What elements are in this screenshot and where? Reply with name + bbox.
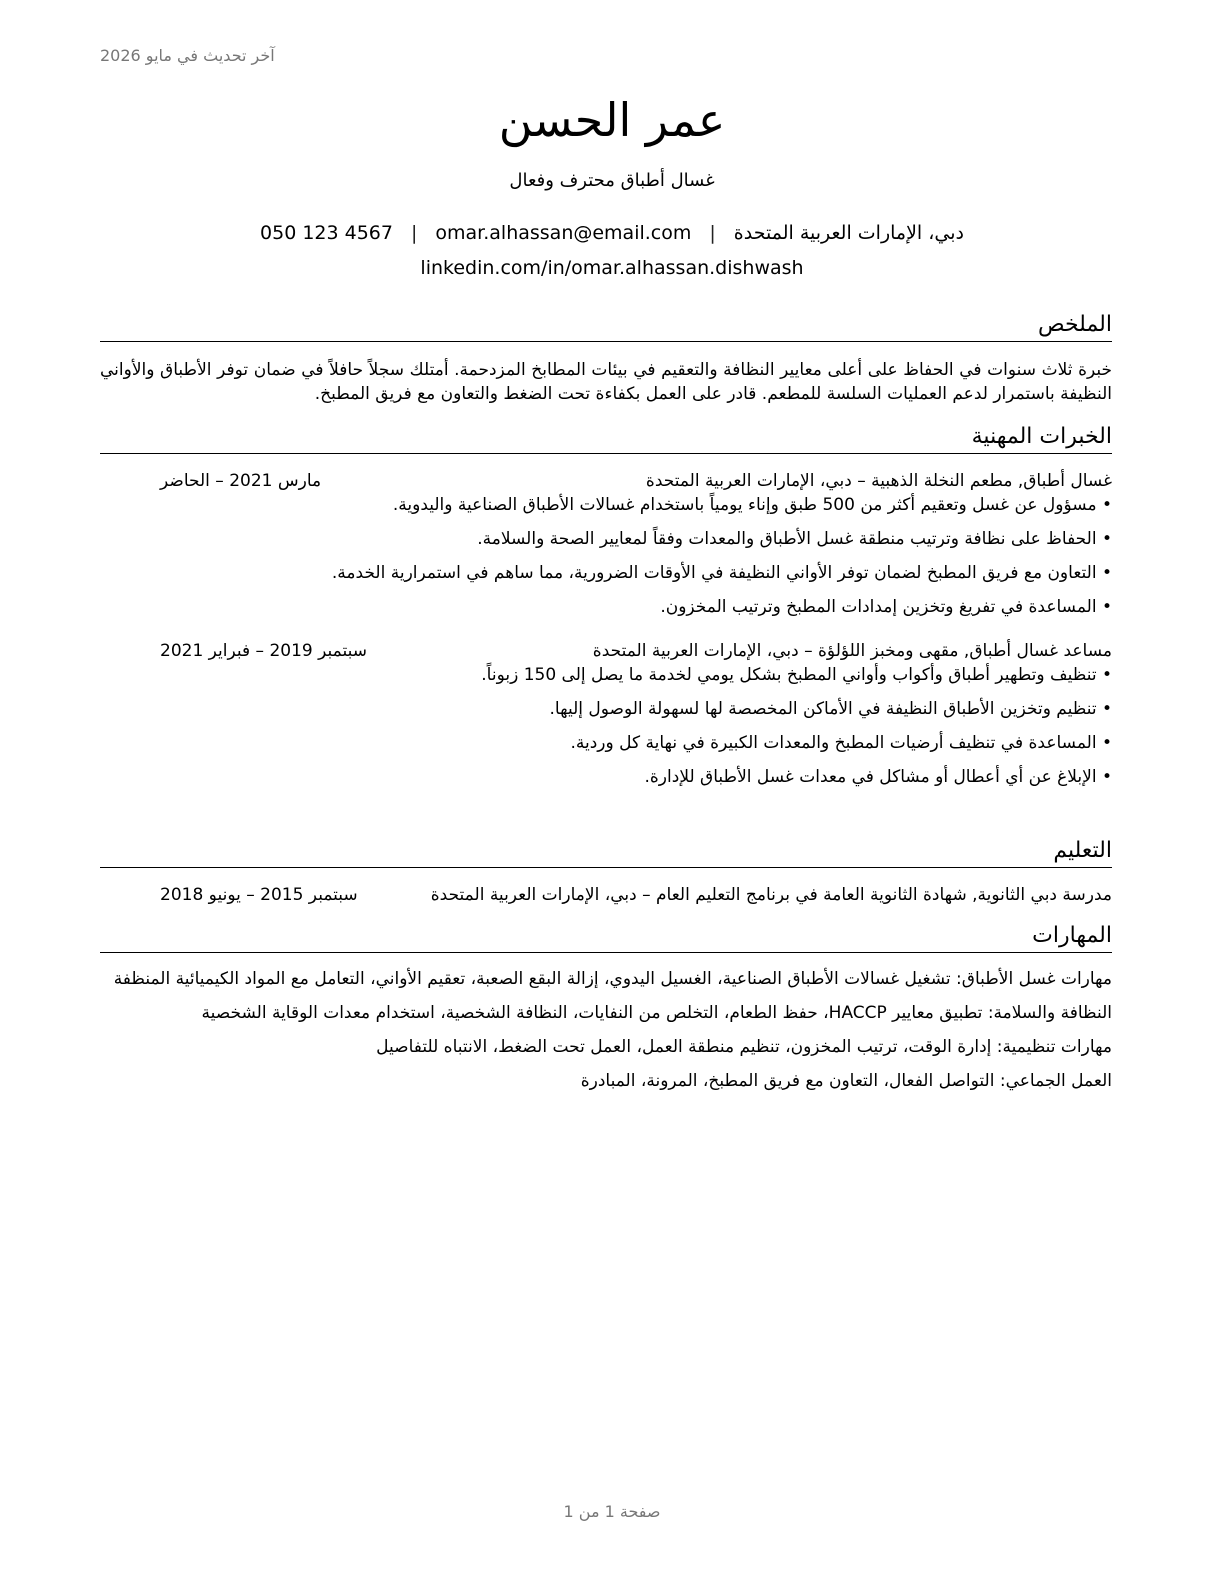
contact-line [0, 222, 1224, 244]
candidate-title: غسال أطباق محترف وفعال [509, 170, 715, 191]
section-title-education: التعليم [100, 836, 1112, 868]
job-bullet: • مسؤول عن غسل وتعقيم أكثر من 500 طبق وإناء يومياً باستخدام غسالات الأطباق الصناعية واليدوية. [100, 493, 1112, 517]
summary-text: خبرة ثلاث سنوات في الحفاظ على أعلى معايير النظافة والتعقيم في بيئات المطابخ المزدحمة. أمتلك سجلاً حافلاً في ضمان توفر الأطباق والأواني النظيفة باستمرار لدعم العمليات السلسة للمطعم. قادر على العمل بكفاءة تحت الضغط والتعاون مع فريق المطبخ. [100, 360, 1112, 404]
job-bullet: • تنظيم وتخزين الأطباق النظيفة في الأماكن المخصصة لها لسهولة الوصول إليها. [100, 697, 1112, 721]
last-updated: آخر تحديث في مايو 2026 [100, 46, 275, 65]
job-header [100, 639, 1112, 663]
job-bullet: • التعاون مع فريق المطبخ لضمان توفر الأواني النظيفة في الأوقات الضرورية، مما ساهم في استمرارية الخدمة. [100, 561, 1112, 585]
job-bullet: • المساعدة في تنظيف أرضيات المطبخ والمعدات الكبيرة في نهاية كل وردية. [100, 731, 1112, 755]
experience-section [100, 422, 1112, 799]
phone: 050 123 4567 [260, 222, 393, 244]
summary-section [100, 310, 1112, 406]
job-dates: مارس 2021 – الحاضر [160, 471, 322, 491]
job-bullet: • الإبلاغ عن أي أعطال أو مشاكل في معدات غسل الأطباق للإدارة. [100, 765, 1112, 789]
education-school: مدرسة دبي الثانوية, شهادة الثانوية العامة في برنامج التعليم العام – دبي، الإمارات العربية المتحدة [430, 885, 1112, 905]
section-title-summary: الملخص [100, 310, 1112, 342]
job-role: غسال أطباق, مطعم النخلة الذهبية – دبي، الإمارات العربية المتحدة [645, 471, 1112, 491]
contact-separator: | [410, 222, 418, 244]
education-section [100, 836, 1112, 907]
skills-section [100, 921, 1112, 1093]
linkedin-link[interactable]: linkedin.com/in/omar.alhassan.dishwash [420, 257, 804, 279]
email[interactable]: omar.alhassan@email.com [435, 222, 692, 244]
job-bullet: • المساعدة في تفريغ وتخزين إمدادات المطبخ وترتيب المخزون. [100, 595, 1112, 619]
candidate-name: عمر الحسن [498, 93, 726, 147]
section-title-experience: الخبرات المهنية [100, 422, 1112, 454]
job-bullets [100, 493, 1112, 619]
job-header [100, 469, 1112, 493]
skill-line: مهارات تنظيمية: إدارة الوقت، ترتيب المخزون، تنظيم منطقة العمل، العمل تحت الضغط، الانتباه للتفاصيل [376, 1037, 1112, 1057]
page-number: صفحة 1 من 1 [563, 1502, 661, 1521]
section-title-skills: المهارات [100, 921, 1112, 953]
contact-separator: | [709, 222, 716, 244]
education-entry [100, 883, 1112, 907]
skill-line: النظافة والسلامة: تطبيق معايير HACCP، حفظ الطعام، التخلص من النفايات، النظافة الشخصية، استخدام معدات الوقاية الشخصية [201, 1003, 1112, 1023]
job-dates: سبتمبر 2019 – فبراير 2021 [160, 641, 367, 661]
job-role: مساعد غسال أطباق, مقهى ومخبز اللؤلؤة – دبي، الإمارات العربية المتحدة [592, 641, 1112, 661]
location: دبي، الإمارات العربية المتحدة [733, 222, 964, 244]
skill-line: العمل الجماعي: التواصل الفعال، التعاون مع فريق المطبخ، المرونة، المبادرة [580, 1071, 1112, 1091]
job-bullet: • الحفاظ على نظافة وترتيب منطقة غسل الأطباق والمعدات وفقاً لمعايير الصحة والسلامة. [100, 527, 1112, 551]
education-dates: سبتمبر 2015 – يونيو 2018 [160, 885, 358, 905]
job-bullet: • تنظيف وتطهير أطباق وأكواب وأواني المطبخ بشكل يومي لخدمة ما يصل إلى 150 زبوناً. [100, 663, 1112, 687]
job-bullets [100, 663, 1112, 789]
skill-line: مهارات غسل الأطباق: تشغيل غسالات الأطباق الصناعية، الغسيل اليدوي، إزالة البقع الصعبة، تعقيم الأواني، التعامل مع المواد الكيميائية المنظفة [113, 969, 1112, 989]
